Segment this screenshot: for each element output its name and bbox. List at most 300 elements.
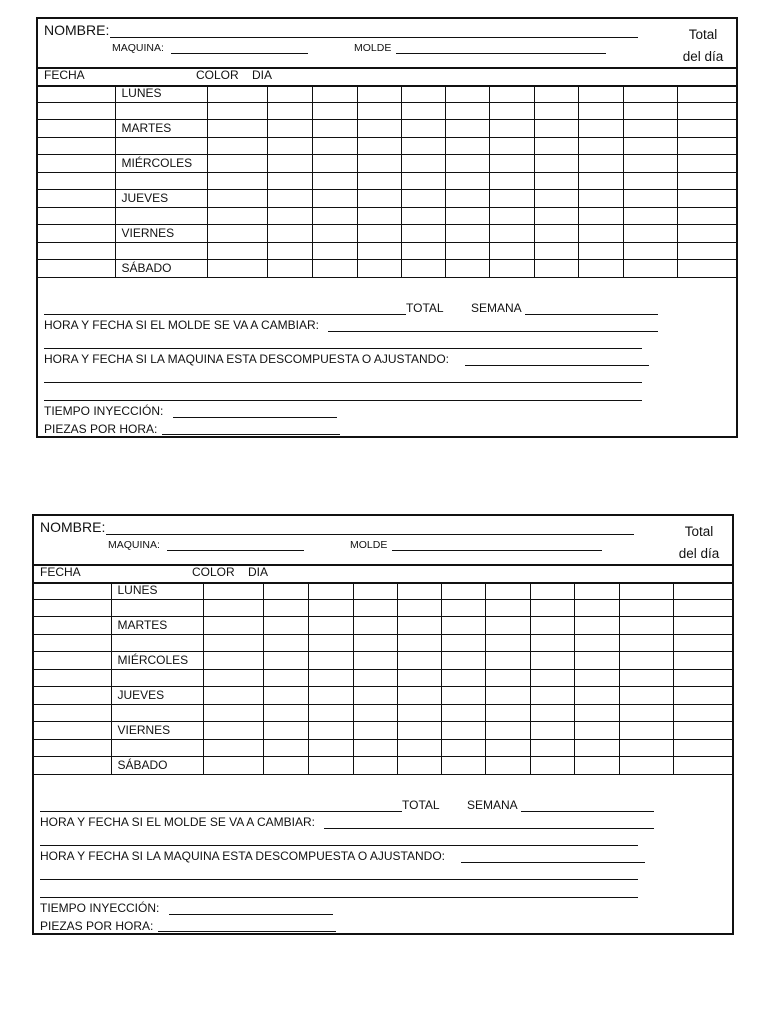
entry-cell[interactable] xyxy=(312,102,357,120)
entry-cell[interactable] xyxy=(203,582,263,599)
entry-cell[interactable] xyxy=(489,242,534,260)
entry-cell[interactable] xyxy=(267,120,312,138)
molde-field[interactable] xyxy=(392,550,602,551)
entry-cell[interactable] xyxy=(489,85,534,102)
entry-cell[interactable] xyxy=(534,85,578,102)
entry-cell[interactable] xyxy=(267,225,312,243)
entry-cell[interactable] xyxy=(312,190,357,208)
entry-cell[interactable] xyxy=(357,102,401,120)
entry-cell[interactable] xyxy=(485,617,530,635)
entry-cell[interactable] xyxy=(312,137,357,155)
color-dia-cell[interactable] xyxy=(115,102,207,120)
entry-cell[interactable] xyxy=(445,242,489,260)
entry-cell[interactable] xyxy=(623,225,677,243)
entry-cell[interactable] xyxy=(530,652,574,670)
entry-cell[interactable] xyxy=(263,634,308,652)
fecha-cell[interactable] xyxy=(34,634,111,652)
tiempo-inyeccion-field[interactable] xyxy=(173,417,337,418)
entry-cell[interactable] xyxy=(263,704,308,722)
entry-cell[interactable] xyxy=(207,225,267,243)
entry-cell[interactable] xyxy=(357,260,401,278)
entry-cell[interactable] xyxy=(441,599,485,617)
entry-cell[interactable] xyxy=(619,757,673,775)
entry-cell[interactable] xyxy=(441,704,485,722)
entry-cell[interactable] xyxy=(623,137,677,155)
fecha-cell[interactable] xyxy=(34,617,111,635)
entry-cell[interactable] xyxy=(578,207,623,225)
entry-cell[interactable] xyxy=(619,687,673,705)
entry-cell[interactable] xyxy=(207,102,267,120)
entry-cell[interactable] xyxy=(619,652,673,670)
entry-cell[interactable] xyxy=(677,137,738,155)
entry-cell[interactable] xyxy=(530,722,574,740)
entry-cell[interactable] xyxy=(623,85,677,102)
entry-cell[interactable] xyxy=(574,704,619,722)
entry-cell[interactable] xyxy=(578,225,623,243)
entry-cell[interactable] xyxy=(357,85,401,102)
entry-cell[interactable] xyxy=(401,260,445,278)
entry-cell[interactable] xyxy=(441,582,485,599)
daily-grid xyxy=(38,85,738,278)
entry-cell[interactable] xyxy=(263,599,308,617)
maquina-descompuesta-line-2[interactable] xyxy=(44,400,642,401)
piezas-hora-field[interactable] xyxy=(158,931,336,932)
entry-cell[interactable] xyxy=(530,634,574,652)
weekly-total-blank[interactable] xyxy=(44,314,406,315)
entry-cell[interactable] xyxy=(489,225,534,243)
entry-cell[interactable] xyxy=(312,242,357,260)
entry-cell[interactable] xyxy=(397,669,441,687)
fecha-cell[interactable] xyxy=(34,599,111,617)
entry-cell[interactable] xyxy=(619,617,673,635)
entry-cell[interactable] xyxy=(445,190,489,208)
entry-cell[interactable] xyxy=(203,757,263,775)
entry-cell[interactable] xyxy=(441,739,485,757)
entry-cell[interactable] xyxy=(397,722,441,740)
entry-cell[interactable] xyxy=(530,582,574,599)
entry-cell[interactable] xyxy=(207,172,267,190)
entry-cell[interactable] xyxy=(207,85,267,102)
entry-cell[interactable] xyxy=(489,155,534,173)
entry-cell[interactable] xyxy=(619,599,673,617)
entry-cell[interactable] xyxy=(401,102,445,120)
entry-cell[interactable] xyxy=(445,85,489,102)
maquina-descompuesta-field[interactable] xyxy=(461,862,645,863)
fecha-cell[interactable] xyxy=(38,207,115,225)
entry-cell[interactable] xyxy=(203,599,263,617)
tiempo-inyeccion-field[interactable] xyxy=(169,914,333,915)
entry-cell[interactable] xyxy=(673,617,734,635)
entry-cell[interactable] xyxy=(397,617,441,635)
fecha-cell[interactable] xyxy=(38,120,115,138)
entry-cell[interactable] xyxy=(623,172,677,190)
entry-cell[interactable] xyxy=(574,739,619,757)
entry-cell[interactable] xyxy=(308,669,353,687)
piezas-hora-field[interactable] xyxy=(162,434,340,435)
entry-cell[interactable] xyxy=(357,242,401,260)
entry-cell[interactable] xyxy=(267,102,312,120)
molde-field[interactable] xyxy=(396,53,606,54)
entry-cell[interactable] xyxy=(534,190,578,208)
maquina-field[interactable] xyxy=(167,550,304,551)
entry-cell[interactable] xyxy=(308,687,353,705)
entry-cell[interactable] xyxy=(397,634,441,652)
entry-cell[interactable] xyxy=(312,85,357,102)
entry-cell[interactable] xyxy=(530,687,574,705)
entry-cell[interactable] xyxy=(445,260,489,278)
entry-cell[interactable] xyxy=(673,739,734,757)
entry-cell[interactable] xyxy=(401,85,445,102)
entry-cell[interactable] xyxy=(203,669,263,687)
entry-cell[interactable] xyxy=(401,242,445,260)
entry-cell[interactable] xyxy=(485,704,530,722)
entry-cell[interactable] xyxy=(263,687,308,705)
molde-cambiar-extra-line[interactable] xyxy=(40,845,638,846)
entry-cell[interactable] xyxy=(357,120,401,138)
entry-cell[interactable] xyxy=(578,155,623,173)
fecha-cell[interactable] xyxy=(34,739,111,757)
entry-cell[interactable] xyxy=(619,582,673,599)
color-dia-cell[interactable] xyxy=(111,599,203,617)
entry-cell[interactable] xyxy=(357,207,401,225)
entry-cell[interactable] xyxy=(308,582,353,599)
entry-cell[interactable] xyxy=(267,85,312,102)
entry-cell[interactable] xyxy=(267,207,312,225)
entry-cell[interactable] xyxy=(267,260,312,278)
fecha-cell[interactable] xyxy=(38,137,115,155)
entry-cell[interactable] xyxy=(574,634,619,652)
entry-cell[interactable] xyxy=(312,207,357,225)
color-dia-cell[interactable] xyxy=(111,739,203,757)
entry-cell[interactable] xyxy=(312,260,357,278)
entry-cell[interactable] xyxy=(619,739,673,757)
entry-cell[interactable] xyxy=(677,260,738,278)
entry-cell[interactable] xyxy=(357,225,401,243)
entry-cell[interactable] xyxy=(623,102,677,120)
nombre-field[interactable] xyxy=(106,534,634,535)
entry-cell[interactable] xyxy=(489,190,534,208)
entry-cell[interactable] xyxy=(353,652,397,670)
entry-cell[interactable] xyxy=(489,172,534,190)
entry-cell[interactable] xyxy=(207,242,267,260)
fecha-cell[interactable] xyxy=(34,722,111,740)
fecha-cell[interactable] xyxy=(34,652,111,670)
entry-cell[interactable] xyxy=(485,739,530,757)
entry-cell[interactable] xyxy=(401,120,445,138)
fecha-cell[interactable] xyxy=(38,172,115,190)
entry-cell[interactable] xyxy=(441,617,485,635)
entry-cell[interactable] xyxy=(485,722,530,740)
entry-cell[interactable] xyxy=(267,137,312,155)
semana-field[interactable] xyxy=(525,314,658,315)
entry-cell[interactable] xyxy=(353,757,397,775)
entry-cell[interactable] xyxy=(312,225,357,243)
entry-cell[interactable] xyxy=(203,687,263,705)
entry-cell[interactable] xyxy=(534,137,578,155)
entry-cell[interactable] xyxy=(578,260,623,278)
entry-cell[interactable] xyxy=(207,260,267,278)
entry-cell[interactable] xyxy=(574,722,619,740)
entry-cell[interactable] xyxy=(677,120,738,138)
entry-cell[interactable] xyxy=(619,704,673,722)
entry-cell[interactable] xyxy=(353,669,397,687)
molde-cambiar-field[interactable] xyxy=(324,828,654,829)
entry-cell[interactable] xyxy=(677,172,738,190)
entry-cell[interactable] xyxy=(445,137,489,155)
entry-cell[interactable] xyxy=(308,617,353,635)
entry-cell[interactable] xyxy=(489,120,534,138)
entry-cell[interactable] xyxy=(534,172,578,190)
entry-cell[interactable] xyxy=(445,102,489,120)
entry-cell[interactable] xyxy=(485,757,530,775)
entry-cell[interactable] xyxy=(677,102,738,120)
color-dia-cell[interactable] xyxy=(111,704,203,722)
entry-cell[interactable] xyxy=(397,757,441,775)
entry-cell[interactable] xyxy=(485,687,530,705)
entry-cell[interactable] xyxy=(677,207,738,225)
entry-cell[interactable] xyxy=(677,155,738,173)
entry-cell[interactable] xyxy=(578,85,623,102)
entry-cell[interactable] xyxy=(530,617,574,635)
entry-cell[interactable] xyxy=(574,652,619,670)
entry-cell[interactable] xyxy=(673,582,734,599)
entry-cell[interactable] xyxy=(677,190,738,208)
entry-cell[interactable] xyxy=(312,155,357,173)
entry-cell[interactable] xyxy=(353,687,397,705)
entry-cell[interactable] xyxy=(445,225,489,243)
entry-cell[interactable] xyxy=(263,757,308,775)
entry-cell[interactable] xyxy=(623,190,677,208)
entry-cell[interactable] xyxy=(578,172,623,190)
entry-cell[interactable] xyxy=(267,172,312,190)
entry-cell[interactable] xyxy=(401,190,445,208)
entry-cell[interactable] xyxy=(308,739,353,757)
entry-cell[interactable] xyxy=(353,704,397,722)
entry-cell[interactable] xyxy=(203,634,263,652)
entry-cell[interactable] xyxy=(357,190,401,208)
entry-cell[interactable] xyxy=(578,137,623,155)
entry-cell[interactable] xyxy=(485,582,530,599)
entry-cell[interactable] xyxy=(619,722,673,740)
entry-cell[interactable] xyxy=(623,260,677,278)
fecha-cell[interactable] xyxy=(34,757,111,775)
entry-cell[interactable] xyxy=(207,155,267,173)
entry-cell[interactable] xyxy=(530,757,574,775)
entry-cell[interactable] xyxy=(574,617,619,635)
entry-cell[interactable] xyxy=(534,242,578,260)
entry-cell[interactable] xyxy=(530,599,574,617)
entry-cell[interactable] xyxy=(207,137,267,155)
entry-cell[interactable] xyxy=(357,155,401,173)
entry-cell[interactable] xyxy=(401,225,445,243)
fecha-cell[interactable] xyxy=(38,102,115,120)
entry-cell[interactable] xyxy=(308,599,353,617)
entry-cell[interactable] xyxy=(623,120,677,138)
entry-cell[interactable] xyxy=(397,704,441,722)
molde-cambiar-extra-line[interactable] xyxy=(44,348,642,349)
entry-cell[interactable] xyxy=(489,260,534,278)
entry-cell[interactable] xyxy=(308,757,353,775)
fecha-cell[interactable] xyxy=(38,225,115,243)
entry-cell[interactable] xyxy=(263,739,308,757)
color-dia-cell[interactable] xyxy=(115,207,207,225)
entry-cell[interactable] xyxy=(441,634,485,652)
entry-cell[interactable] xyxy=(489,137,534,155)
entry-cell[interactable] xyxy=(353,739,397,757)
color-dia-cell[interactable] xyxy=(115,172,207,190)
entry-cell[interactable] xyxy=(308,722,353,740)
entry-cell[interactable] xyxy=(445,120,489,138)
entry-cell[interactable] xyxy=(207,190,267,208)
entry-cell[interactable] xyxy=(267,155,312,173)
entry-cell[interactable] xyxy=(534,225,578,243)
entry-cell[interactable] xyxy=(312,120,357,138)
entry-cell[interactable] xyxy=(677,225,738,243)
weekly-total-blank[interactable] xyxy=(40,811,402,812)
entry-cell[interactable] xyxy=(308,634,353,652)
entry-cell[interactable] xyxy=(485,599,530,617)
entry-cell[interactable] xyxy=(445,155,489,173)
entry-cell[interactable] xyxy=(574,757,619,775)
entry-cell[interactable] xyxy=(263,669,308,687)
entry-cell[interactable] xyxy=(673,634,734,652)
entry-cell[interactable] xyxy=(534,102,578,120)
entry-cell[interactable] xyxy=(623,242,677,260)
entry-cell[interactable] xyxy=(485,652,530,670)
entry-cell[interactable] xyxy=(673,669,734,687)
entry-cell[interactable] xyxy=(401,155,445,173)
color-dia-cell[interactable] xyxy=(111,634,203,652)
fecha-cell[interactable] xyxy=(34,669,111,687)
entry-cell[interactable] xyxy=(441,652,485,670)
fecha-cell[interactable] xyxy=(38,85,115,102)
fecha-cell[interactable] xyxy=(38,260,115,278)
entry-cell[interactable] xyxy=(673,704,734,722)
color-dia-cell[interactable] xyxy=(111,669,203,687)
entry-cell[interactable] xyxy=(353,582,397,599)
entry-cell[interactable] xyxy=(203,617,263,635)
entry-cell[interactable] xyxy=(263,582,308,599)
entry-cell[interactable] xyxy=(534,155,578,173)
maquina-descompuesta-line-2[interactable] xyxy=(40,897,638,898)
entry-cell[interactable] xyxy=(207,120,267,138)
fecha-cell[interactable] xyxy=(34,704,111,722)
entry-cell[interactable] xyxy=(489,207,534,225)
entry-cell[interactable] xyxy=(397,652,441,670)
entry-cell[interactable] xyxy=(308,652,353,670)
entry-cell[interactable] xyxy=(397,599,441,617)
molde-cambiar-field[interactable] xyxy=(328,331,658,332)
entry-cell[interactable] xyxy=(623,155,677,173)
entry-cell[interactable] xyxy=(401,172,445,190)
entry-cell[interactable] xyxy=(445,172,489,190)
fecha-cell[interactable] xyxy=(34,687,111,705)
entry-cell[interactable] xyxy=(397,582,441,599)
fecha-cell[interactable] xyxy=(38,190,115,208)
entry-cell[interactable] xyxy=(574,582,619,599)
fecha-cell[interactable] xyxy=(38,155,115,173)
maquina-descompuesta-line-1[interactable] xyxy=(44,382,642,383)
entry-cell[interactable] xyxy=(673,652,734,670)
entry-cell[interactable] xyxy=(357,137,401,155)
color-dia-cell[interactable] xyxy=(115,242,207,260)
entry-cell[interactable] xyxy=(578,242,623,260)
entry-cell[interactable] xyxy=(574,599,619,617)
entry-cell[interactable] xyxy=(353,634,397,652)
entry-cell[interactable] xyxy=(397,739,441,757)
entry-cell[interactable] xyxy=(673,757,734,775)
entry-cell[interactable] xyxy=(574,687,619,705)
entry-cell[interactable] xyxy=(530,704,574,722)
entry-cell[interactable] xyxy=(530,739,574,757)
entry-cell[interactable] xyxy=(619,669,673,687)
entry-cell[interactable] xyxy=(578,190,623,208)
maquina-descompuesta-field[interactable] xyxy=(465,365,649,366)
entry-cell[interactable] xyxy=(673,599,734,617)
entry-cell[interactable] xyxy=(673,722,734,740)
entry-cell[interactable] xyxy=(203,704,263,722)
entry-cell[interactable] xyxy=(485,669,530,687)
entry-cell[interactable] xyxy=(578,102,623,120)
entry-cell[interactable] xyxy=(203,652,263,670)
nombre-field[interactable] xyxy=(110,37,638,38)
entry-cell[interactable] xyxy=(263,617,308,635)
fecha-cell[interactable] xyxy=(38,242,115,260)
entry-cell[interactable] xyxy=(677,85,738,102)
entry-cell[interactable] xyxy=(312,172,357,190)
color-dia-cell[interactable] xyxy=(115,137,207,155)
entry-cell[interactable] xyxy=(534,260,578,278)
entry-cell[interactable] xyxy=(441,757,485,775)
entry-cell[interactable] xyxy=(397,687,441,705)
entry-cell[interactable] xyxy=(353,599,397,617)
entry-cell[interactable] xyxy=(677,242,738,260)
entry-cell[interactable] xyxy=(441,669,485,687)
entry-cell[interactable] xyxy=(530,669,574,687)
entry-cell[interactable] xyxy=(574,669,619,687)
fecha-cell[interactable] xyxy=(34,582,111,599)
entry-cell[interactable] xyxy=(445,207,489,225)
entry-cell[interactable] xyxy=(401,137,445,155)
entry-cell[interactable] xyxy=(203,722,263,740)
entry-cell[interactable] xyxy=(357,172,401,190)
entry-cell[interactable] xyxy=(263,652,308,670)
entry-cell[interactable] xyxy=(267,242,312,260)
entry-cell[interactable] xyxy=(263,722,308,740)
entry-cell[interactable] xyxy=(489,102,534,120)
entry-cell[interactable] xyxy=(207,207,267,225)
maquina-descompuesta-line-1[interactable] xyxy=(40,879,638,880)
entry-cell[interactable] xyxy=(353,722,397,740)
entry-cell[interactable] xyxy=(441,722,485,740)
entry-cell[interactable] xyxy=(619,634,673,652)
entry-cell[interactable] xyxy=(267,190,312,208)
entry-cell[interactable] xyxy=(578,120,623,138)
entry-cell[interactable] xyxy=(441,687,485,705)
entry-cell[interactable] xyxy=(485,634,530,652)
entry-cell[interactable] xyxy=(673,687,734,705)
entry-cell[interactable] xyxy=(534,207,578,225)
entry-cell[interactable] xyxy=(308,704,353,722)
entry-cell[interactable] xyxy=(534,120,578,138)
entry-cell[interactable] xyxy=(401,207,445,225)
semana-field[interactable] xyxy=(521,811,654,812)
maquina-field[interactable] xyxy=(171,53,308,54)
entry-cell[interactable] xyxy=(353,617,397,635)
entry-cell[interactable] xyxy=(623,207,677,225)
production-form-2 xyxy=(32,514,734,935)
entry-cell[interactable] xyxy=(203,739,263,757)
